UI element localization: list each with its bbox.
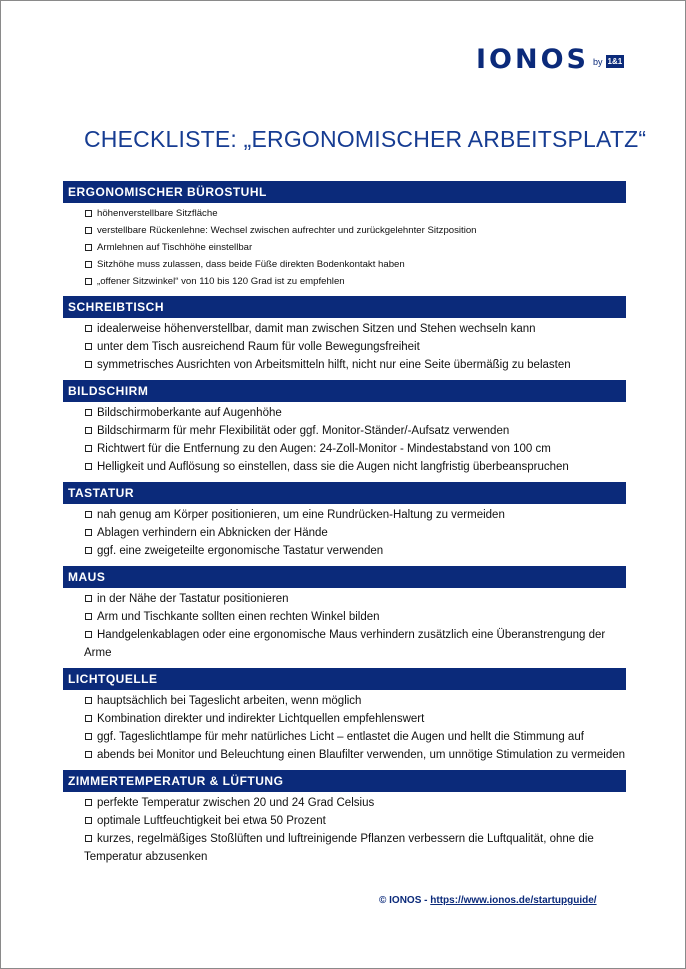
checklist-item-text: idealerweise höhenverstellbar, damit man zwischen Sitzen und Stehen wechseln kann	[97, 323, 536, 335]
checkbox[interactable]	[85, 715, 92, 722]
checkbox[interactable]	[85, 210, 92, 217]
checklist-item-text: nah genug am Körper positionieren, um eine Rundrücken-Haltung zu vermeiden	[97, 509, 505, 521]
checkbox[interactable]	[85, 278, 92, 285]
checklist-item-text: Ablagen verhindern ein Abknicken der Hände	[97, 527, 328, 539]
checklist-item	[63, 830, 626, 866]
checklist-item	[63, 205, 626, 222]
checklist-item	[63, 256, 626, 273]
checklist-item-text: verstellbare Rückenlehne: Wechsel zwischen aufrechter und zurückgelehnter Sitzposition	[97, 225, 477, 236]
checkbox[interactable]	[85, 445, 92, 452]
checklist-item-text: optimale Luftfeuchtigkeit bei etwa 50 Prozent	[97, 815, 326, 827]
checklist-item-text: Arm und Tischkante sollten einen rechten Winkel bilden	[97, 611, 380, 623]
checklist-item-text: perfekte Temperatur zwischen 20 und 24 Grad Celsius	[97, 797, 375, 809]
checkbox[interactable]	[85, 751, 92, 758]
checkbox[interactable]	[85, 511, 92, 518]
checklist-item-text: ggf. eine zweigeteilte ergonomische Tastatur verwenden	[97, 545, 384, 557]
checklist-item	[63, 590, 626, 608]
footer-copyright: © IONOS -	[379, 895, 431, 906]
checklist-section	[63, 380, 626, 476]
checkbox[interactable]	[85, 631, 92, 638]
checkbox[interactable]	[85, 547, 92, 554]
checklist-item-text: Helligkeit und Auflösung so einstellen, dass sie die Augen nicht langfristig überbeanspruchen	[97, 461, 569, 473]
checklist-section	[63, 482, 626, 560]
checklist-item-text: symmetrisches Ausrichten von Arbeitsmitteln hilft, nicht nur eine Seite übermäßig zu belasten	[97, 359, 571, 371]
logo-partner: 1&1	[607, 57, 623, 66]
page-title: CHECKLISTE: „ERGONOMISCHER ARBEITSPLATZ“	[84, 126, 647, 152]
checklist-item	[63, 356, 626, 374]
checklist-item	[63, 692, 626, 710]
checkbox[interactable]	[85, 343, 92, 350]
checklist-item	[63, 524, 626, 542]
checkbox[interactable]	[85, 697, 92, 704]
checkbox[interactable]	[85, 427, 92, 434]
checkbox[interactable]	[85, 799, 92, 806]
checklist-item-text: Armlehnen auf Tischhöhe einstellbar	[97, 242, 253, 253]
checkbox[interactable]	[85, 325, 92, 332]
checklist-item-text: abends bei Monitor und Beleuchtung einen Blaufilter verwenden, um unnötige Stimulation zu vermeiden	[97, 749, 626, 761]
checklist-item	[63, 239, 626, 256]
checklist-items	[63, 588, 626, 662]
ionos-logo	[476, 45, 624, 75]
checkbox[interactable]	[85, 529, 92, 536]
checkbox[interactable]	[85, 835, 92, 842]
checklist-section	[63, 296, 626, 374]
checklist-section	[63, 668, 626, 764]
checklist-items	[63, 402, 626, 476]
checklist-item	[63, 320, 626, 338]
checklist-items	[63, 690, 626, 764]
checklist-item	[63, 746, 626, 764]
checklist-item	[63, 404, 626, 422]
checklist-section	[63, 770, 626, 866]
section-heading: BILDSCHIRM	[63, 380, 626, 402]
checklist-item-text: Sitzhöhe muss zulassen, dass beide Füße direkten Bodenkontakt haben	[97, 259, 405, 270]
checklist-item	[63, 794, 626, 812]
checklist-item	[63, 812, 626, 830]
checkbox[interactable]	[85, 817, 92, 824]
checklist-item-text: Kombination direkter und indirekter Lichtquellen empfehlenswert	[97, 713, 425, 725]
checklist-item	[63, 422, 626, 440]
checkbox[interactable]	[85, 613, 92, 620]
checkbox[interactable]	[85, 244, 92, 251]
checklist-item-text: Bildschirmarm für mehr Flexibilität oder ggf. Monitor-Ständer/-Aufsatz verwenden	[97, 425, 510, 437]
checkbox[interactable]	[85, 361, 92, 368]
checklist-item-text: Richtwert für die Entfernung zu den Augen: 24-Zoll-Monitor - Mindestabstand von 100 cm	[97, 443, 551, 455]
checklist-item	[63, 626, 626, 662]
checklist-item	[63, 440, 626, 458]
section-heading: ZIMMERTEMPERATUR & LÜFTUNG	[63, 770, 626, 792]
checklist-item	[63, 222, 626, 239]
checkbox[interactable]	[85, 227, 92, 234]
checklist-section	[63, 566, 626, 662]
checklist-item	[63, 458, 626, 476]
section-heading: TASTATUR	[63, 482, 626, 504]
checklist-item	[63, 506, 626, 524]
checklist-item-text: kurzes, regelmäßiges Stoßlüften und luftreinigende Pflanzen verbessern die Luftqualität, ohne die Temperatur abzusenken	[84, 833, 594, 863]
checklist-section	[63, 181, 626, 290]
logo-by: by	[593, 57, 603, 67]
checklist-item-text: Handgelenkablagen oder eine ergonomische Maus verhindern zusätzlich eine Überanstrengung der Arme	[84, 629, 606, 659]
checkbox[interactable]	[85, 733, 92, 740]
section-heading: SCHREIBTISCH	[63, 296, 626, 318]
checklist-item-text: höhenverstellbare Sitzfläche	[97, 208, 218, 219]
section-heading: LICHTQUELLE	[63, 668, 626, 690]
checkbox[interactable]	[85, 595, 92, 602]
logo-brand: IONOS	[476, 44, 589, 75]
checklist-item-text: hauptsächlich bei Tageslicht arbeiten, wenn möglich	[97, 695, 362, 707]
checklist-item	[63, 542, 626, 560]
checklist-item	[63, 728, 626, 746]
section-heading: ERGONOMISCHER BÜROSTUHL	[63, 181, 626, 203]
checklist-item-text: ggf. Tageslichtlampe für mehr natürliches Licht – entlastet die Augen und hellt die Stimmung auf	[97, 731, 584, 743]
footer	[379, 895, 597, 906]
checklist-item-text: „offener Sitzwinkel“ von 110 bis 120 Grad ist zu empfehlen	[97, 276, 345, 287]
checklist-item	[63, 273, 626, 290]
checklist-items	[63, 318, 626, 374]
checklist-item	[63, 338, 626, 356]
footer-link[interactable]: https://www.ionos.de/startupguide/	[430, 895, 597, 906]
checklist-items	[63, 203, 626, 290]
checklist-item-text: in der Nähe der Tastatur positionieren	[97, 593, 289, 605]
checkbox[interactable]	[85, 463, 92, 470]
checklist-content	[63, 181, 626, 866]
checklist-item	[63, 608, 626, 626]
checklist-item-text: Bildschirmoberkante auf Augenhöhe	[97, 407, 282, 419]
section-heading: MAUS	[63, 566, 626, 588]
checkbox[interactable]	[85, 409, 92, 416]
checklist-item-text: unter dem Tisch ausreichend Raum für volle Bewegungsfreiheit	[97, 341, 420, 353]
checklist-items	[63, 504, 626, 560]
checkbox[interactable]	[85, 261, 92, 268]
checklist-item	[63, 710, 626, 728]
checklist-items	[63, 792, 626, 866]
